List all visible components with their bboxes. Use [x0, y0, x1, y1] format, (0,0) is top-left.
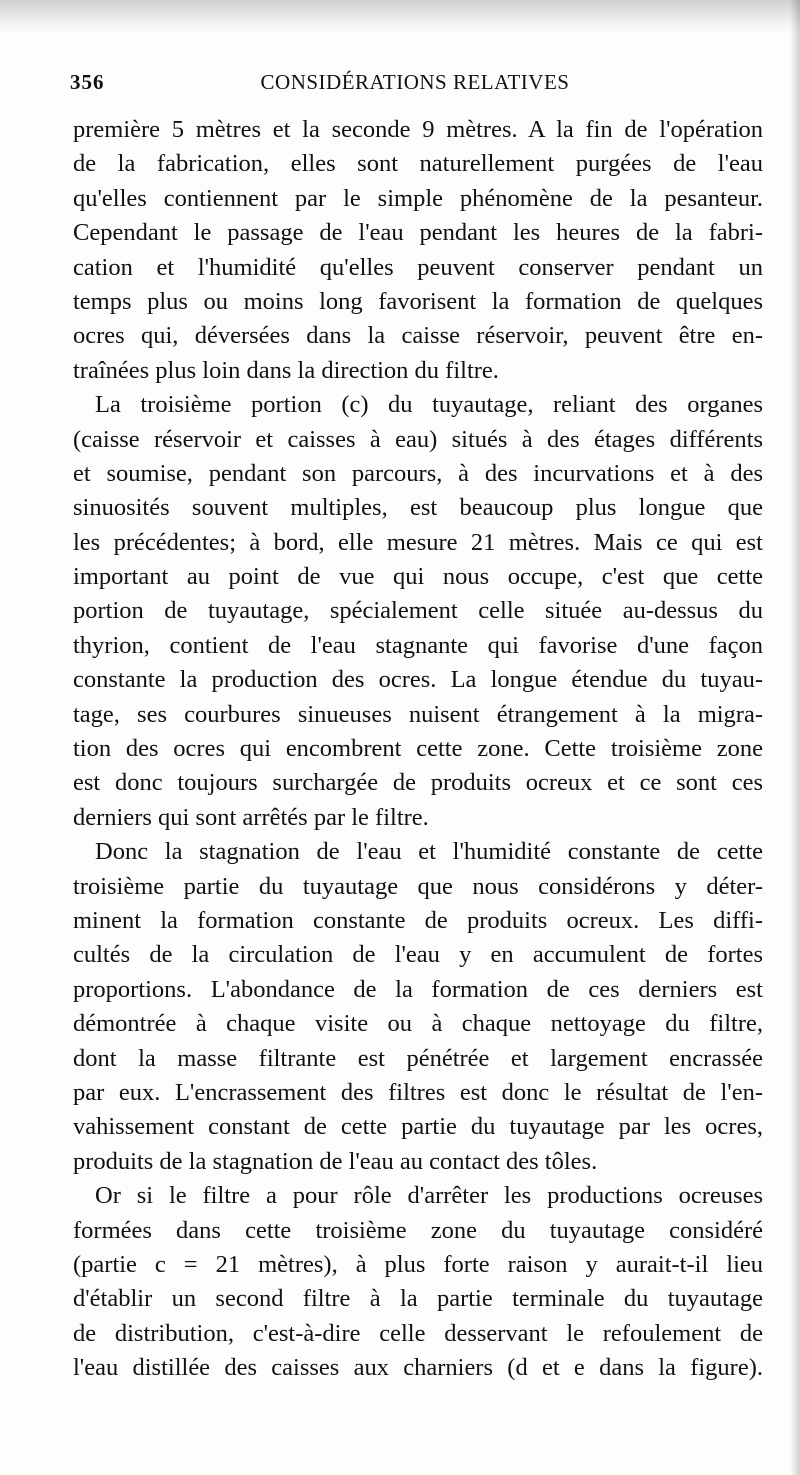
text-line: thyrion, contient de l'eau stagnante qui favorise d'une façon — [73, 631, 763, 659]
text-line: tion des ocres qui encombrent cette zone. Cette troisième zone — [73, 735, 763, 763]
text-line: dont la masse filtrante est pénétrée et largement encrassée — [73, 1044, 763, 1072]
page-number: 356 — [70, 70, 105, 94]
text-line: cultés de la circulation de l'eau y en accumulent de fortes — [73, 941, 763, 969]
text-line: portion de tuyautage, spécialement celle située au-dessus du — [73, 597, 763, 625]
text-line: important au point de vue qui nous occupe, c'est que cette — [73, 563, 763, 591]
text-line: l'eau distillée des caisses aux charniers (d et e dans la figure). — [73, 1354, 763, 1382]
text-line: de distribution, c'est-à-dire celle desservant le refoulement de — [73, 1319, 763, 1347]
text-line: derniers qui sont arrêtés par le filtre. — [73, 803, 429, 831]
text-line: troisième partie du tuyautage que nous considérons y déter- — [73, 872, 763, 900]
text-line: Donc la stagnation de l'eau et l'humidité constante de cette — [95, 838, 763, 866]
scan-shadow-top — [0, 0, 800, 34]
text-line: proportions. L'abondance de la formation de ces derniers est — [73, 975, 763, 1003]
text-line: démontrée à chaque visite ou à chaque nettoyage du filtre, — [73, 1010, 763, 1038]
text-line: cation et l'humidité qu'elles peuvent conserver pendant un — [73, 253, 763, 281]
text-line: minent la formation constante de produits ocreux. Les diffi- — [73, 906, 763, 934]
paragraph-2 — [73, 388, 763, 835]
text-line: qu'elles contiennent par le simple phénomène de la pesanteur. — [73, 184, 763, 212]
text-line: est donc toujours surchargée de produits ocreux et ce sont ces — [73, 769, 763, 797]
text-line: La troisième portion (c) du tuyautage, reliant des organes — [95, 391, 763, 419]
text-line: Cependant le passage de l'eau pendant les heures de la fabri- — [73, 219, 763, 247]
scan-shadow-right — [790, 0, 800, 1475]
text-line: vahissement constant de cette partie du tuyautage par les ocres, — [73, 1113, 763, 1141]
paragraph-1 — [73, 113, 763, 388]
text-line: et soumise, pendant son parcours, à des incurvations et à des — [73, 459, 763, 487]
text-line: par eux. L'encrassement des filtres est donc le résultat de l'en- — [73, 1078, 763, 1106]
text-line: d'établir un second filtre à la partie terminale du tuyautage — [73, 1285, 763, 1313]
text-line: les précédentes; à bord, elle mesure 21 mètres. Mais ce qui est — [73, 528, 763, 556]
running-head: CONSIDÉRATIONS RELATIVES — [260, 70, 570, 94]
text-line: (partie c = 21 mètres), à plus forte raison y aurait-t-il lieu — [73, 1250, 763, 1278]
text-line: constante la production des ocres. La longue étendue du tuyau- — [73, 666, 763, 694]
paragraph-4 — [73, 1179, 763, 1385]
text-line: ocres qui, déversées dans la caisse réservoir, peuvent être en- — [73, 322, 763, 350]
text-line: produits de la stagnation de l'eau au contact des tôles. — [73, 1147, 598, 1175]
text-line: tage, ses courbures sinueuses nuisent étrangement à la migra- — [73, 700, 763, 728]
text-line: de la fabrication, elles sont naturellement purgées de l'eau — [73, 150, 763, 178]
page-header — [70, 70, 760, 100]
text-line: sinuosités souvent multiples, est beaucoup plus longue que — [73, 494, 763, 522]
text-line: Or si le filtre a pour rôle d'arrêter les productions ocreuses — [95, 1182, 763, 1210]
text-line: (caisse réservoir et caisses à eau) situés à des étages différents — [73, 425, 763, 453]
text-line: traînées plus loin dans la direction du filtre. — [73, 356, 499, 384]
text-line: formées dans cette troisième zone du tuyautage considéré — [73, 1216, 763, 1244]
text-line: première 5 mètres et la seconde 9 mètres. A la fin de l'opération — [73, 116, 763, 143]
body-text — [73, 113, 763, 1385]
text-line: temps plus ou moins long favorisent la formation de quelques — [73, 287, 763, 315]
paragraph-3 — [73, 835, 763, 1179]
